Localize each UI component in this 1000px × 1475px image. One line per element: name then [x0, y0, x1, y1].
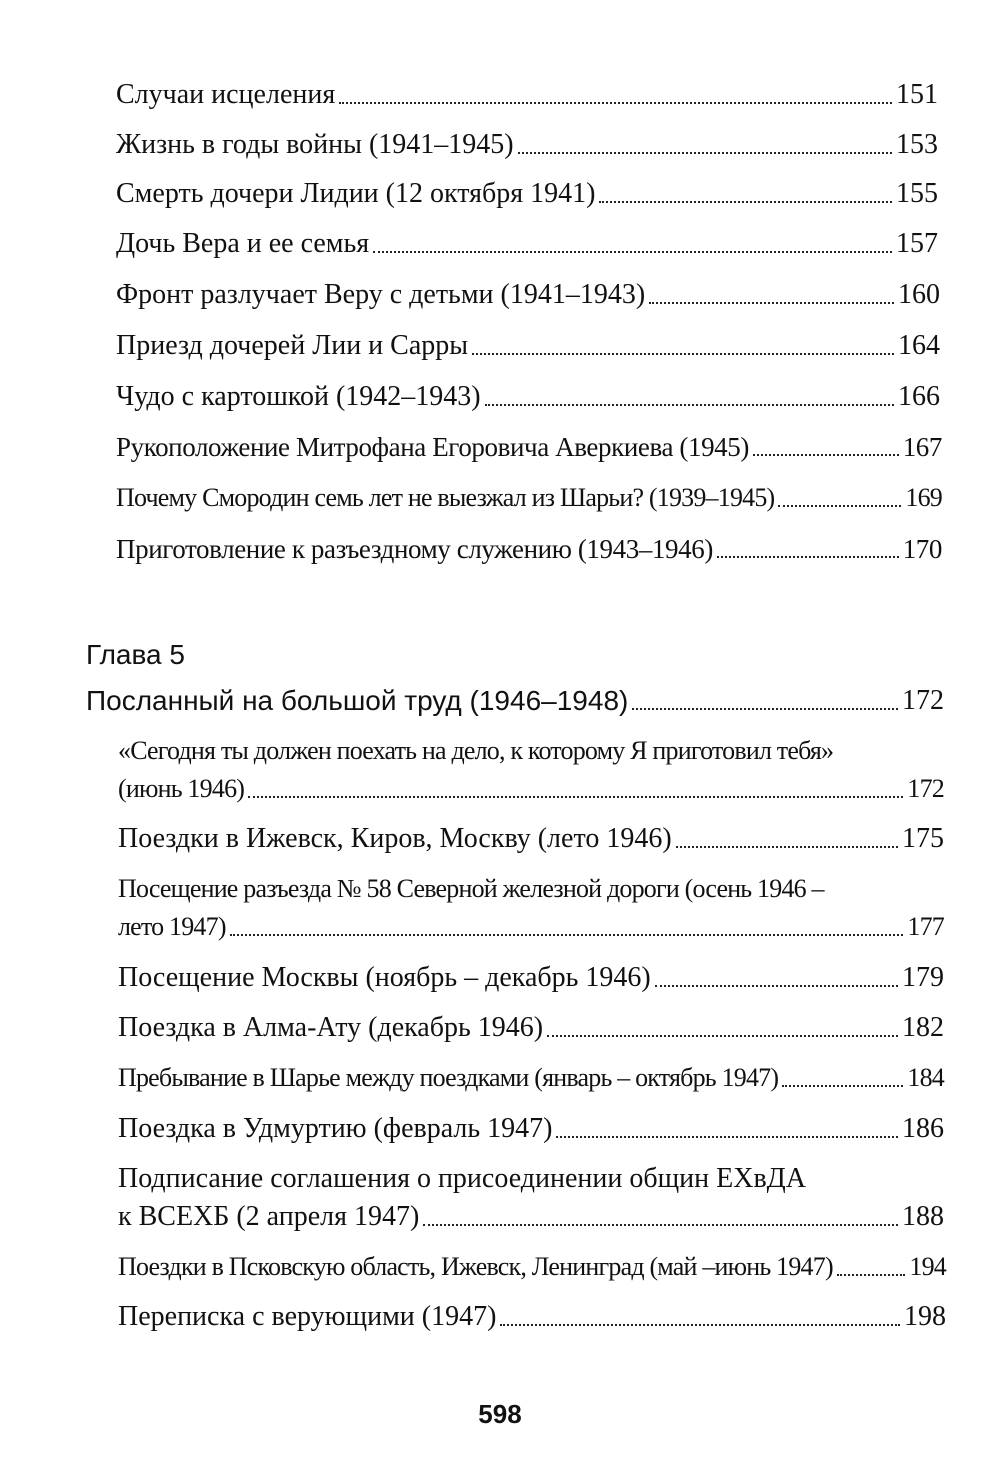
toc-entry-title: Посещение Москвы (ноябрь – декабрь 1946) [118, 962, 651, 993]
toc-entry-title: Поездка в Алма-Ату (декабрь 1946) [118, 1012, 544, 1043]
toc-entry-title: Пребывание в Шарье между поездками (январь – октябрь 1947) [118, 1063, 779, 1092]
toc-entry-page: 157 [896, 228, 938, 259]
dot-leader [556, 1136, 898, 1138]
dot-leader [547, 1035, 898, 1037]
toc-entry-page: 177 [907, 912, 944, 941]
dot-leader [500, 1324, 900, 1326]
toc-entry-title: Дочь Вера и ее семья [116, 228, 370, 259]
toc-entry[interactable] [116, 128, 938, 162]
toc-entry[interactable] [116, 532, 942, 566]
chapter-page: 172 [902, 685, 944, 716]
toc-entry-page: 188 [902, 1201, 944, 1232]
dot-leader [778, 505, 901, 507]
toc-entry-line1[interactable]: «Сегодня ты должен поехать на дело, к которому Я приготовил тебя» [118, 736, 834, 765]
dot-leader [599, 201, 892, 203]
toc-entry-page: 160 [898, 279, 940, 310]
toc-entry-title: Рукоположение Митрофана Егоровича Аверкиева (1945) [116, 432, 749, 462]
toc-entry-title: Жизнь в годы войны (1941–1945) [116, 129, 514, 160]
chapter-title: Посланный на большой труд (1946–1948) [86, 685, 629, 716]
chapter-label: Глава 5 [86, 639, 185, 670]
toc-entry-title: Случаи исцеления [116, 79, 336, 110]
toc-entry[interactable] [118, 772, 944, 806]
toc-entry-page: 151 [896, 79, 938, 110]
toc-entry[interactable] [116, 380, 940, 414]
toc-entry-page: 164 [898, 330, 940, 361]
chapter-title-entry[interactable] [86, 684, 944, 718]
toc-entry-page: 169 [905, 483, 942, 512]
dot-leader [485, 404, 894, 406]
toc-entry-title: к ВСЕХБ (2 апреля 1947) [118, 1201, 420, 1232]
toc-entry-page: 175 [902, 823, 944, 854]
toc-entry-title: Смерть дочери Лидии (12 октября 1941) [116, 178, 596, 209]
toc-entry-page: 167 [902, 432, 942, 462]
dot-leader [230, 934, 904, 936]
dot-leader [518, 152, 892, 154]
toc-entry[interactable] [118, 1112, 944, 1146]
toc-entry[interactable] [116, 227, 938, 261]
dot-leader [373, 251, 892, 253]
toc-entry-title: Поездки в Ижевск, Киров, Москву (лето 1946) [118, 823, 672, 854]
toc-entry[interactable] [118, 1061, 944, 1095]
toc-entry-title: Чудо с картошкой (1942–1943) [116, 381, 481, 412]
toc-entry-page: 155 [896, 178, 938, 209]
toc-entry-title: Поездка в Удмуртию (февраль 1947) [118, 1113, 553, 1144]
dot-leader [248, 796, 903, 798]
toc-entry-page: 184 [907, 1063, 944, 1092]
toc-entry-page: 170 [902, 534, 942, 564]
toc-entry-title: Поездки в Псковскую область, Ижевск, Ленинград (май –июнь 1947) [118, 1252, 833, 1281]
toc-entry-page: 179 [902, 962, 944, 993]
toc-entry[interactable] [116, 430, 942, 464]
dot-leader [632, 708, 898, 710]
toc-entry-title: Приготовление к разъездному служению (1943–1946) [116, 534, 713, 564]
toc-entry[interactable] [116, 278, 940, 312]
toc-entry[interactable] [118, 1011, 944, 1045]
toc-entry-title: Приезд дочерей Лии и Сарры [116, 330, 469, 361]
toc-entry-page: 198 [904, 1301, 946, 1332]
toc-entry-title: Почему Смородин семь лет не выезжал из Шарьи? (1939–1945) [116, 483, 775, 512]
toc-entry-line1[interactable]: Посещение разъезда № 58 Северной железной дороги (осень 1946 – [118, 874, 824, 903]
toc-entry[interactable] [118, 822, 944, 856]
dot-leader [423, 1224, 898, 1226]
toc-entry[interactable] [116, 177, 938, 211]
toc-entry-line1[interactable]: Подписание соглашения о присоединении общин ЕХвДА [118, 1163, 806, 1194]
toc-entry[interactable] [118, 1300, 946, 1334]
dot-leader [472, 353, 894, 355]
toc-entry[interactable] [116, 481, 942, 515]
dot-leader [717, 556, 899, 558]
toc-entry-title: Фронт разлучает Веру с детьми (1941–1943) [116, 279, 646, 310]
dot-leader [339, 102, 892, 104]
toc-entry-page: 153 [896, 129, 938, 160]
toc-entry-page: 186 [902, 1113, 944, 1144]
toc-entry[interactable] [118, 910, 944, 944]
dot-leader [649, 302, 894, 304]
toc-entry[interactable] [116, 329, 940, 363]
toc-entry-title: лето 1947) [118, 912, 226, 941]
toc-entry[interactable] [116, 78, 938, 112]
dot-leader [837, 1274, 906, 1276]
toc-entry[interactable] [118, 1250, 946, 1284]
dot-leader [753, 454, 899, 456]
toc-entry[interactable] [118, 961, 944, 995]
toc-entry-title: (июнь 1946) [118, 774, 245, 803]
toc-entry-title: Переписка с верующими (1947) [118, 1301, 497, 1332]
dot-leader [676, 846, 898, 848]
dot-leader [655, 985, 898, 987]
dot-leader [782, 1085, 903, 1087]
toc-entry-page: 172 [907, 774, 944, 803]
toc-entry[interactable] [118, 1200, 944, 1234]
page-number: 598 [478, 1399, 522, 1429]
toc-entry-page: 194 [909, 1252, 946, 1281]
toc-entry-page: 166 [898, 381, 940, 412]
toc-entry-page: 182 [902, 1012, 944, 1043]
